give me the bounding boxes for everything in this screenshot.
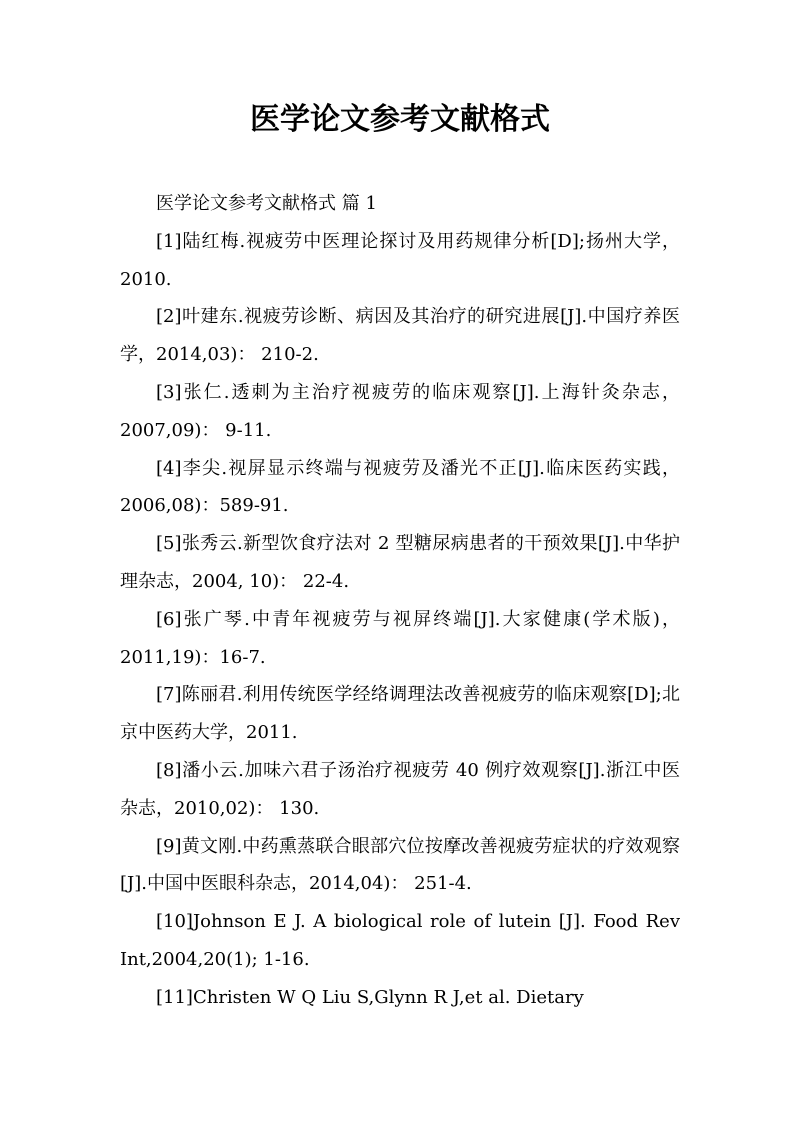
reference-item: [3]张仁.透刺为主治疗视疲劳的临床观察[J].上海针灸杂志，2007,09)： 9-11. [120, 381, 680, 441]
reference-item: [9]黄文刚.中药熏蒸联合眼部穴位按摩改善视疲劳症状的疗效观察[J].中国中医眼科杂志，2014,04)： 251-4. [120, 835, 680, 895]
reference-item: [1]陆红梅.视疲劳中医理论探讨及用药规律分析[D];扬州大学，2010. [120, 230, 680, 290]
reference-item: [7]陈丽君.利用传统医学经络调理法改善视疲劳的临床观察[D];北京中医药大学，2011. [120, 684, 680, 744]
reference-item: [4]李尖.视屏显示终端与视疲劳及潘光不正[J].临床医药实践，2006,08)：589-91. [120, 457, 680, 517]
section-label: 医学论文参考文献格式 篇 1 [156, 193, 377, 214]
reference-item: [6]张广琴.中青年视疲劳与视屏终端[J].大家健康(学术版)，2011,19)：16-7. [120, 608, 680, 668]
document-body [120, 185, 680, 1017]
reference-item: [2]叶建东.视疲劳诊断、病因及其治疗的研究进展[J].中国疗养医学，2014,03)： 210-2. [120, 306, 680, 366]
reference-item: [11]Christen W Q Liu S,Glynn R J,et al. Dietary [156, 986, 584, 1008]
reference-item: [8]潘小云.加味六君子汤治疗视疲劳 40 例疗效观察[J].浙江中医杂志，2010,02)： 130. [120, 759, 680, 819]
reference-item: [5]张秀云.新型饮食疗法对 2 型糖尿病患者的干预效果[J].中华护理杂志，2004, 10)： 22-4. [120, 533, 680, 592]
reference-item: [10]Johnson E J. A biological role of lutein [J]. Food Rev Int,2004,20(1); 1-16. [120, 911, 680, 970]
document-title: 医学论文参考文献格式 [250, 102, 550, 137]
